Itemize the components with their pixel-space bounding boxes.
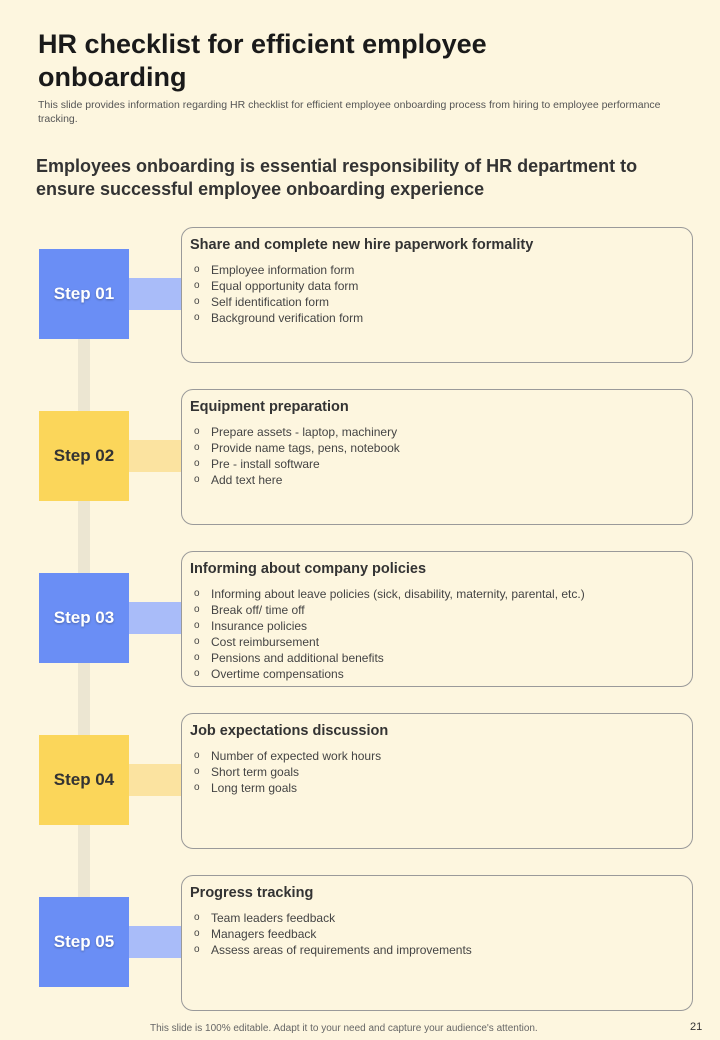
checklist-item-text: Break off/ time off [211,603,305,617]
footer-note: This slide is 100% editable. Adapt it to your need and capture your audience's attention. [150,1023,538,1034]
circle-bullet-icon: o [194,442,200,453]
checklist-item-text: Cost reimbursement [211,635,320,649]
step-card [181,389,693,525]
page-title: HR checklist for efficient employee onboarding [38,29,487,92]
checklist-item [190,456,684,472]
checklist-item-text: Long term goals [211,781,298,795]
checklist-item [190,666,684,682]
checklist-item [190,764,684,780]
step-connector [129,440,182,472]
circle-bullet-icon: o [194,296,200,307]
step-card-title: Job expectations discussion [190,723,389,739]
step-row-5 [0,875,720,1011]
circle-bullet-icon: o [194,928,200,939]
checklist-item-text: Informing about leave policies (sick, disability, maternity, parental, etc.) [211,587,585,601]
checklist-item-text: Provide name tags, pens, notebook [211,441,400,455]
circle-bullet-icon: o [194,636,200,647]
headline: Employees onboarding is essential responsibility of HR department to ensure successful employee onboarding experience [36,156,638,199]
step-card [181,875,693,1011]
step-card [181,713,693,849]
circle-bullet-icon: o [194,912,200,923]
checklist-item-text: Assess areas of requirements and improvements [211,943,472,957]
step-card-title: Progress tracking [190,885,314,901]
step-connector [129,278,182,310]
checklist-item [190,650,684,666]
checklist-item-text: Pensions and additional benefits [211,651,384,665]
checklist-item-text: Team leaders feedback [211,911,336,925]
circle-bullet-icon: o [194,652,200,663]
checklist-item [190,472,684,488]
page-number: 21 [690,1021,703,1033]
circle-bullet-icon: o [194,782,200,793]
circle-bullet-icon: o [194,474,200,485]
step-checklist [190,910,684,958]
step-checklist [190,748,684,796]
circle-bullet-icon: o [194,264,200,275]
step-badge: Step 04 [39,735,129,825]
circle-bullet-icon: o [194,766,200,777]
checklist-item [190,440,684,456]
circle-bullet-icon: o [194,312,200,323]
checklist-item-text: Short term goals [211,765,300,779]
circle-bullet-icon: o [194,668,200,679]
step-card-title: Informing about company policies [190,561,427,577]
checklist-item-text: Self identification form [211,295,330,309]
checklist-item [190,602,684,618]
step-connector [129,764,182,796]
step-row-3 [0,551,720,687]
checklist-item [190,294,684,310]
checklist-item [190,910,684,926]
checklist-item-text: Add text here [211,473,283,487]
step-card [181,227,693,363]
circle-bullet-icon: o [194,458,200,469]
checklist-item [190,278,684,294]
step-row-4 [0,713,720,849]
step-badge: Step 03 [39,573,129,663]
step-badge: Step 02 [39,411,129,501]
checklist-item-text: Pre - install software [211,457,320,471]
checklist-item [190,634,684,650]
checklist-item-text: Overtime compensations [211,667,344,681]
step-row-2 [0,389,720,525]
circle-bullet-icon: o [194,426,200,437]
checklist-item [190,748,684,764]
step-badge: Step 01 [39,249,129,339]
step-checklist [190,586,684,682]
checklist-item-text: Background verification form [211,311,364,325]
checklist-item-text: Prepare assets - laptop, machinery [211,425,398,439]
step-checklist [190,262,684,326]
checklist-item [190,586,684,602]
step-connector [129,602,182,634]
checklist-item [190,262,684,278]
step-badge: Step 05 [39,897,129,987]
checklist-item [190,780,684,796]
checklist-item [190,618,684,634]
circle-bullet-icon: o [194,944,200,955]
step-checklist [190,424,684,488]
checklist-item-text: Employee information form [211,263,355,277]
checklist-item-text: Insurance policies [211,619,308,633]
circle-bullet-icon: o [194,280,200,291]
checklist-item-text: Equal opportunity data form [211,279,359,293]
checklist-item [190,926,684,942]
step-connector [129,926,182,958]
step-row-1 [0,227,720,363]
checklist-item [190,424,684,440]
page-subtitle: This slide provides information regarding HR checklist for efficient employee onboarding process from hiring to employee performance tracking. [38,99,661,125]
circle-bullet-icon: o [194,750,200,761]
step-card [181,551,693,687]
circle-bullet-icon: o [194,588,200,599]
step-card-title: Equipment preparation [190,399,349,415]
circle-bullet-icon: o [194,620,200,631]
checklist-item-text: Managers feedback [211,927,317,941]
step-card-title: Share and complete new hire paperwork formality [190,237,534,253]
checklist-item-text: Number of expected work hours [211,749,382,763]
checklist-item [190,310,684,326]
checklist-item [190,942,684,958]
circle-bullet-icon: o [194,604,200,615]
